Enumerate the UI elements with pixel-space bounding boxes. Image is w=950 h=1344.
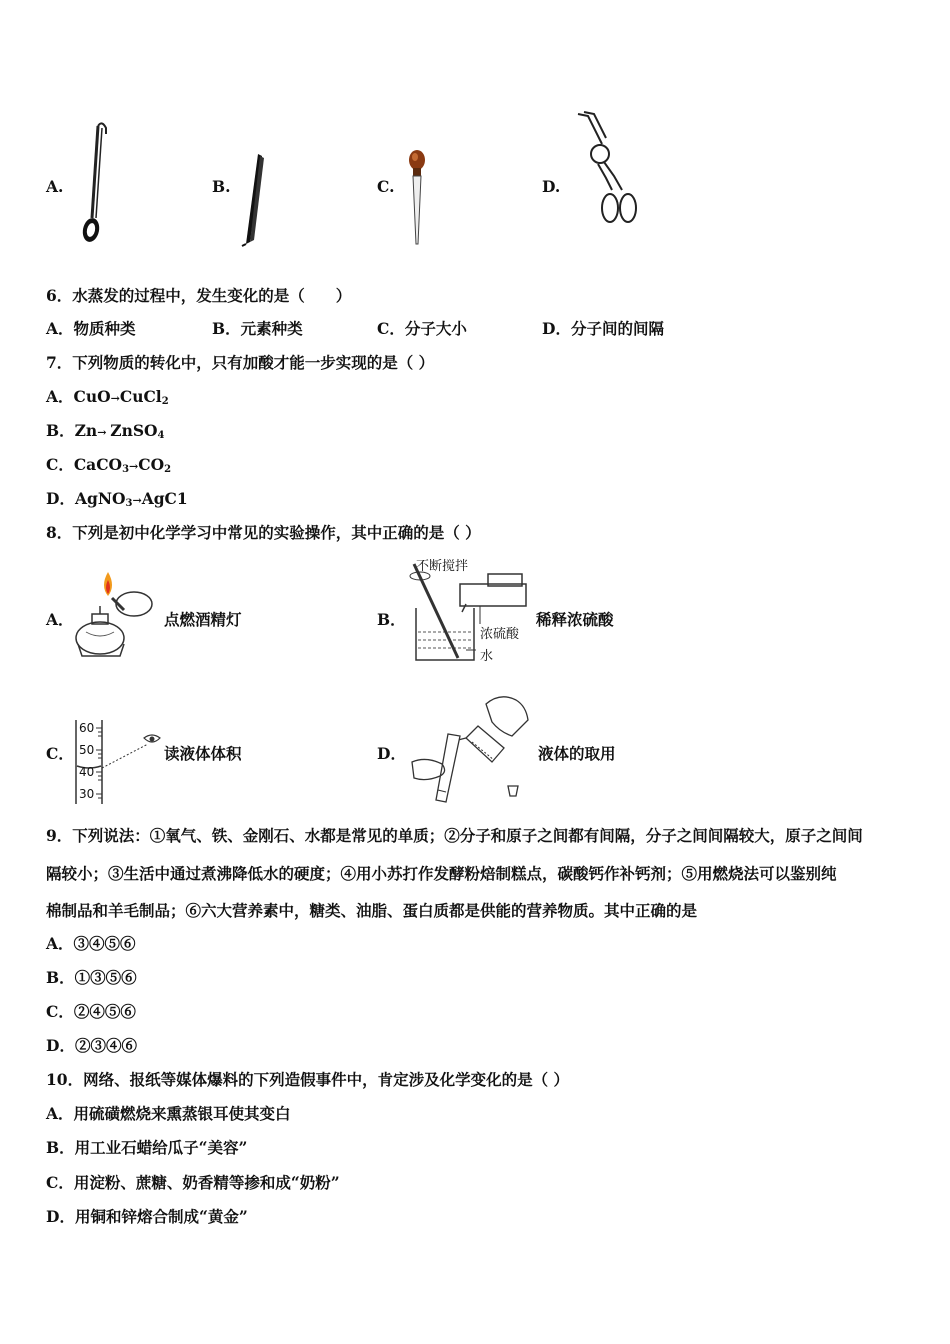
q9-option-d[interactable]: D．②③④⑥ bbox=[46, 1036, 137, 1055]
q9-stem-line-2: 隔较小；③生活中通过煮沸降低水的硬度；④用小苏打作发酵粉焙制糕点，碳酸钙作补钙剂；⑤用燃烧法可以鉴别纯 bbox=[46, 864, 837, 883]
q5-option-d-letter: D. bbox=[542, 177, 561, 196]
q9-option-c[interactable]: C．②④⑤⑥ bbox=[46, 1002, 136, 1021]
q8-c-tick-50: 50 bbox=[79, 743, 95, 757]
crucible-tongs-icon bbox=[570, 110, 650, 236]
q5-option-b-letter: B. bbox=[212, 177, 231, 196]
q8-b-label-water: 水 bbox=[480, 649, 494, 664]
q7-d-from: AgNO bbox=[74, 489, 126, 508]
q8-option-c-letter[interactable]: C． bbox=[46, 744, 74, 763]
q8-b-label-acid: 浓硫酸 bbox=[480, 627, 520, 642]
q7-d-from-sub: 3 bbox=[125, 498, 133, 509]
q9-option-b[interactable]: B．①③⑤⑥ bbox=[46, 968, 137, 987]
q8-b-label-stir: 不断搅拌 bbox=[416, 559, 469, 574]
q10-stem: 10．网络、报纸等媒体爆料的下列造假事件中，肯定涉及化学变化的是（ ） bbox=[46, 1070, 569, 1089]
q8-option-d-caption: 液体的取用 bbox=[538, 744, 616, 763]
q7-option-a[interactable] bbox=[46, 387, 169, 412]
q7-c-from: CaCO bbox=[73, 455, 123, 474]
q9-option-a[interactable]: A．③④⑤⑥ bbox=[46, 934, 136, 953]
q7-option-b[interactable] bbox=[46, 421, 165, 446]
q8-option-b-caption: 稀释浓硫酸 bbox=[536, 610, 614, 629]
q9-stem-line-1: 9．下列说法：①氧气、铁、金刚石、水都是常见的单质；②分子和原子之间都有间隔，分子之间间隔较大，原子之间间 bbox=[46, 826, 863, 845]
q6-option-d[interactable]: D．分子间的间隔 bbox=[542, 319, 664, 338]
q8-c-tick-60: 60 bbox=[79, 721, 95, 735]
q7-d-arrow: → bbox=[132, 494, 142, 507]
q7-c-arrow: → bbox=[129, 460, 139, 473]
q8-option-d-letter[interactable]: D． bbox=[377, 744, 406, 763]
q7-stem: 7．下列物质的转化中，只有加酸才能一步实现的是（ ） bbox=[46, 353, 435, 372]
q5-option-c-letter: C. bbox=[377, 177, 395, 196]
q7-c-from-sub: 3 bbox=[122, 464, 130, 475]
q8-c-tick-30: 30 bbox=[79, 787, 95, 801]
combustion-spoon-icon bbox=[78, 120, 108, 246]
q7-a-arrow: → bbox=[110, 392, 120, 405]
q7-b-arrow: → bbox=[97, 426, 111, 439]
dropper-icon bbox=[402, 146, 432, 250]
q7-b-from: Zn bbox=[74, 421, 98, 440]
q7-a-to-sub: 2 bbox=[161, 396, 169, 407]
q7-a-from: CuO bbox=[73, 387, 111, 406]
q8-stem: 8．下列是初中化学学习中常见的实验操作，其中正确的是（ ） bbox=[46, 523, 481, 542]
q7-d-to: AgC1 bbox=[141, 489, 188, 508]
q6-option-a[interactable]: A．物质种类 bbox=[46, 319, 136, 338]
q7-c-label: C． bbox=[46, 455, 74, 474]
q7-option-d[interactable] bbox=[46, 489, 188, 514]
q7-a-to: CuCl bbox=[119, 387, 162, 406]
alcohol-lamp-lighting-icon bbox=[72, 566, 164, 664]
q7-d-label: D． bbox=[46, 489, 75, 508]
q6-option-b[interactable]: B．元素种类 bbox=[212, 319, 303, 338]
q10-option-b[interactable]: B．用工业石蜡给瓜子“美容” bbox=[46, 1138, 248, 1157]
q6-stem: 6．水蒸发的过程中，发生变化的是（ ） bbox=[46, 286, 352, 305]
q7-b-to: ZnSO bbox=[110, 421, 158, 440]
q8-c-tick-40: 40 bbox=[79, 765, 95, 779]
tweezers-icon bbox=[238, 150, 268, 250]
pouring-liquid-diagram bbox=[408, 690, 538, 808]
q9-stem-line-3: 棉制品和羊毛制品；⑥六大营养素中，糖类、油脂、蛋白质都是供能的营养物质。其中正确的是 bbox=[46, 901, 698, 920]
q10-option-a[interactable]: A．用硫磺燃烧来熏蒸银耳使其变白 bbox=[46, 1104, 291, 1123]
q7-a-label: A． bbox=[46, 387, 74, 406]
q7-option-c[interactable] bbox=[46, 455, 171, 480]
q7-c-to: CO bbox=[138, 455, 165, 474]
q7-b-to-sub: 4 bbox=[157, 430, 165, 441]
q8-option-a-letter[interactable]: A． bbox=[46, 610, 74, 629]
q8-option-a-caption: 点燃酒精灯 bbox=[164, 610, 242, 629]
q10-option-d[interactable]: D．用铜和锌熔合制成“黄金” bbox=[46, 1207, 248, 1226]
q8-option-c-caption: 读液体体积 bbox=[164, 744, 242, 763]
q6-option-c[interactable]: C．分子大小 bbox=[377, 319, 467, 338]
q8-option-b-letter[interactable]: B． bbox=[377, 610, 406, 629]
q5-option-a-letter: A. bbox=[46, 177, 64, 196]
q7-b-label: B． bbox=[46, 421, 75, 440]
q10-option-c[interactable]: C．用淀粉、蔗糖、奶香精等掺和成“奶粉” bbox=[46, 1173, 340, 1192]
q7-c-to-sub: 2 bbox=[164, 464, 172, 475]
